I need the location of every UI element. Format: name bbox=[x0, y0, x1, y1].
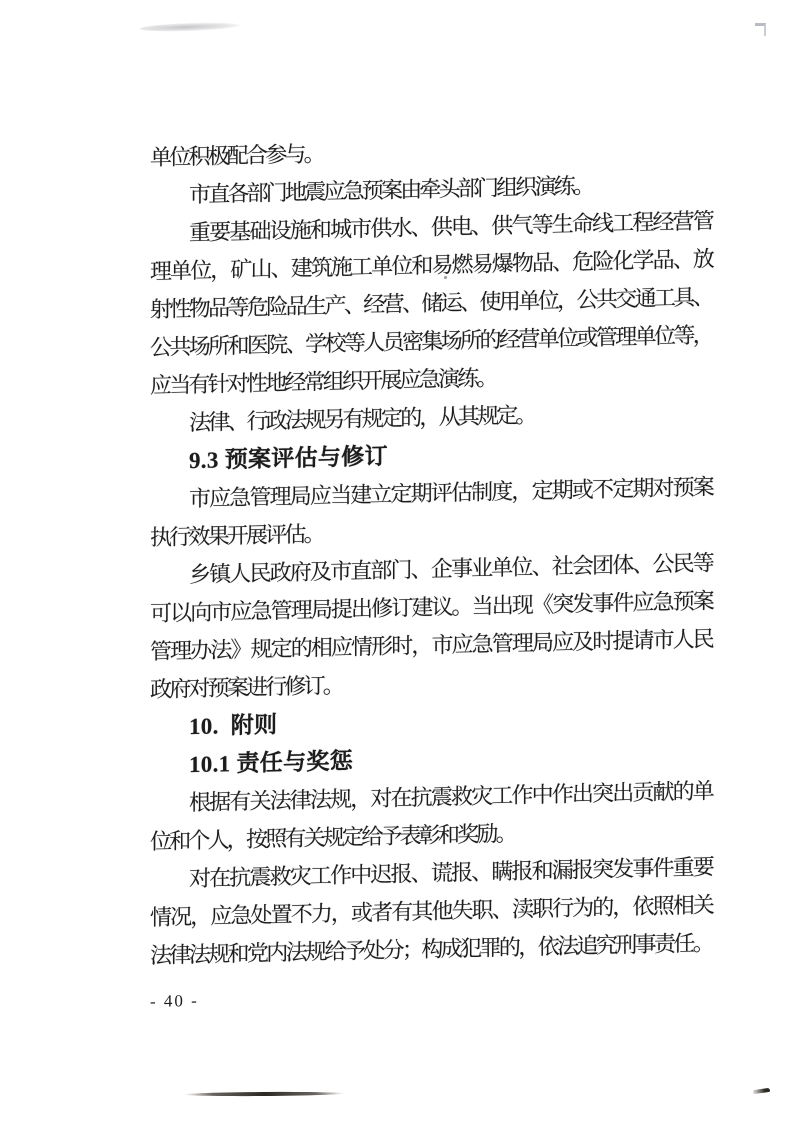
scan-corner-mark-top-right bbox=[755, 23, 766, 36]
text-line: 法律法规和党内法规给予处分；构成犯罪的，依法追究刑事责任。 bbox=[150, 930, 712, 968]
section-heading-10-1: 10.1 责任与奖惩 bbox=[189, 748, 353, 778]
text-line: 射性物品等危险品生产、经营、储运、使用单位，公共交通工具、 bbox=[150, 284, 712, 322]
text-line: 市应急管理局应当建立定期评估制度，定期或不定期对预案 bbox=[189, 474, 712, 512]
text-line: 公共场所和医院、学校等人员密集场所的经营单位或管理单位等， bbox=[150, 322, 712, 360]
text-line: 市直各部门地震应急预案由牵头部门组织演练。 bbox=[189, 172, 593, 208]
text-line: 管理办法》规定的相应情形时，市应急管理局应及时提请市人民 bbox=[150, 626, 712, 664]
text-line: 执行效果开展评估。 bbox=[150, 521, 323, 550]
text-line: 位和个人，按照有关规定给予表彰和奖励。 bbox=[150, 820, 515, 854]
text-line: 重要基础设施和城市供水、供电、供气等生命线工程经营管 bbox=[189, 208, 712, 246]
text-line: 单位积极配合参与。 bbox=[150, 141, 323, 170]
section-heading-10: 10. 附则 bbox=[189, 712, 278, 740]
text-line: 法律、行政法规另有规定的，从其规定。 bbox=[189, 402, 535, 436]
scan-smudge-top bbox=[140, 21, 240, 32]
page-number: - 40 - bbox=[150, 990, 199, 1011]
text-line: 情况，应急处置不力，或者有其他失职、渎职行为的，依照相关 bbox=[150, 892, 712, 930]
text-line: 对在抗震救灾工作中迟报、谎报、瞒报和漏报突发事件重要 bbox=[189, 854, 712, 892]
document-text-block bbox=[150, 126, 712, 1013]
text-line: 政府对预案进行修订。 bbox=[150, 672, 343, 702]
scan-mark-bottom-right bbox=[753, 1088, 770, 1094]
scan-streak-bottom bbox=[184, 1091, 344, 1096]
text-line: 理单位，矿山、建筑施工单位和易燃易爆物品、危险化学品、放 bbox=[150, 246, 712, 284]
section-heading-9-3: 9.3 预案评估与修订 bbox=[189, 443, 388, 474]
text-line: 乡镇人民政府及市直部门、企事业单位、社会团体、公民等 bbox=[189, 550, 712, 588]
text-line: 根据有关法律法规，对在抗震救灾工作中作出突出贡献的单 bbox=[189, 778, 712, 816]
text-line: 应当有针对性地经常组织开展应急演练。 bbox=[150, 365, 496, 398]
text-line: 可以向市应急管理局提出修订建议。当出现《突发事件应急预案 bbox=[150, 588, 712, 626]
